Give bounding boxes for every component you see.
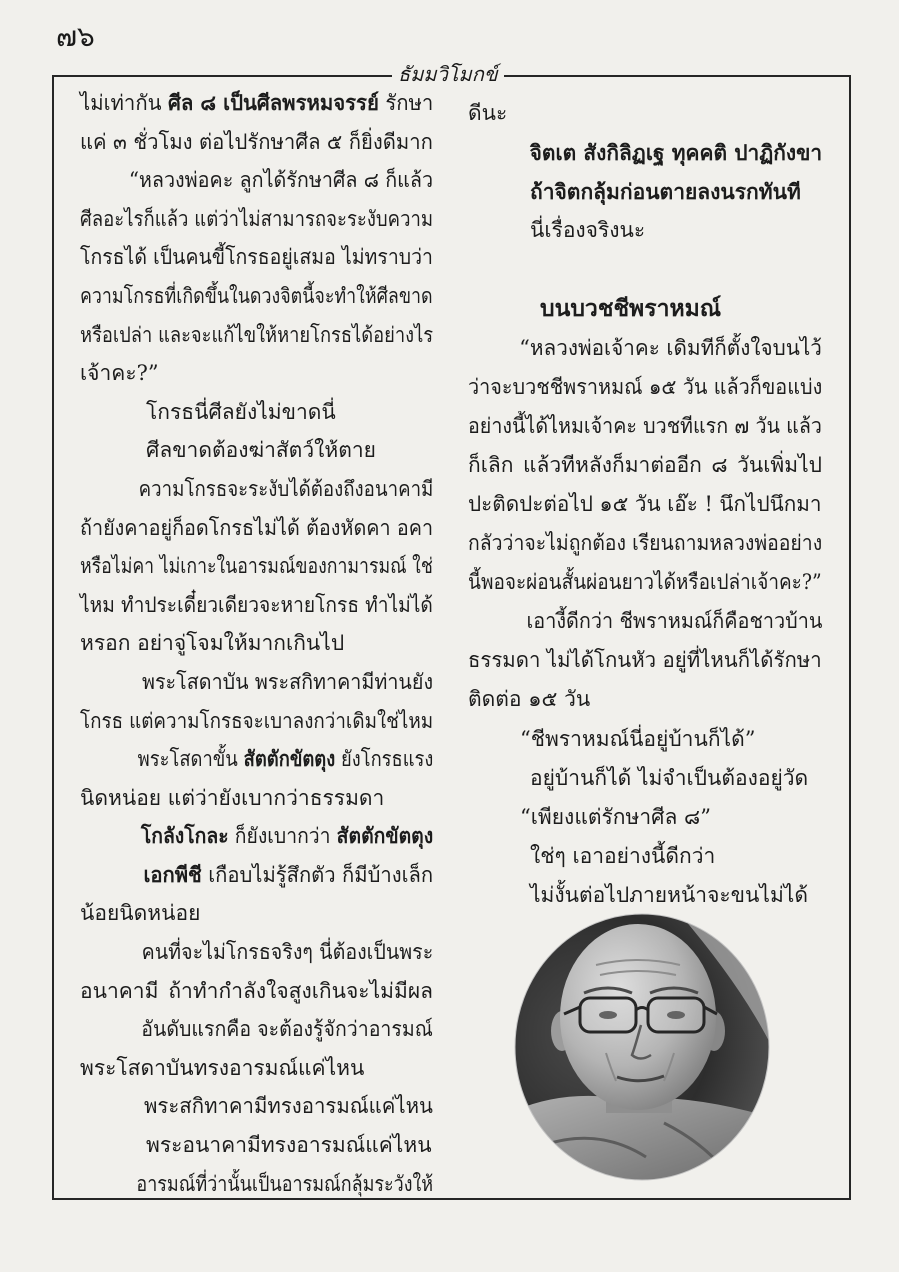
pali-verse-line: จิตเต สังกิลิฏเฐ ทุคคติ ปาฏิกังขา <box>529 140 823 166</box>
text-line: นี้พอจะผ่อนสั้นผ่อนยาวได้หรือเปล่าเจ้าคะ?” <box>468 570 822 595</box>
text-line: “หลวงพ่อเจ้าคะ เดิมทีก็ตั้งใจบนไว้ <box>519 335 822 360</box>
text-line: กลัวว่าจะไม่ถูกต้อง เรียนถามหลวงพ่ออย่าง <box>468 531 823 556</box>
text-line: อนาคามี ถ้าทำกำลังใจสูงเกินจะไม่มีผล <box>80 978 433 1003</box>
text-line: โกรธได้ เป็นคนขี้โกรธอยู่เสมอ ไม่ทราบว่า <box>80 245 433 270</box>
emphasis-run: สัตตักขัตตุง <box>243 746 336 772</box>
text-line: หรือไม่คา ไม่เกาะในอารมณ์ของกามารมณ์ ใช่ <box>80 554 433 579</box>
text-run: ยังโกรธแรง <box>335 747 434 772</box>
text-line: ความโกรธที่เกิดขึ้นในดวงจิตนี้จะทำให้ศีลขาด <box>80 283 433 308</box>
text-line: หรือเปล่า และจะแก้ไขให้หายโกรธได้อย่างไร <box>80 322 434 347</box>
text-line <box>80 817 434 856</box>
text-line: พระสกิทาคามีทรงอารมณ์แค่ไหน <box>144 1094 433 1119</box>
text-line: ก็เลิก แล้วทีหลังก็มาต่ออีก ๘ วันเพิ่มไป <box>468 452 822 477</box>
text-line <box>80 856 434 895</box>
text-line: ดีนะ <box>468 101 508 125</box>
text-line: ไม่งั้นต่อไปภายหน้าจะขนไม่ได้ <box>530 882 808 907</box>
monk-portrait <box>514 913 770 1181</box>
emphasis-run: สัตตักขัตตุง <box>336 823 434 849</box>
text-line: คนที่จะไม่โกรธจริงๆ นี่ต้องเป็นพระ <box>141 940 434 965</box>
text-line: พระโสดาบัน พระสกิทาคามีท่านยัง <box>141 669 434 694</box>
text-line: แค่ ๓ ชั่วโมง ต่อไปรักษาศีล ๕ ก็ยิ่งดีมาก <box>80 129 433 154</box>
section-heading: บนบวชชีพราหมณ์ <box>540 295 722 323</box>
text-line <box>80 740 434 779</box>
text-run: รักษา <box>378 91 434 115</box>
emphasis-run: โกลังโกละ <box>140 823 229 849</box>
text-line: ศีลอะไรก็แล้ว แต่ว่าไม่สามารถจะระงับความ <box>80 206 434 231</box>
text-line: “ชีพราหมณ์นี่อยู่บ้านก็ได้” <box>520 726 756 751</box>
text-line: ศีลขาดต้องฆ่าสัตว์ให้ตาย <box>146 438 376 463</box>
text-line: นี่เรื่องจริงนะ <box>530 218 646 243</box>
text-line: หรอก อย่าจู่โจมให้มากเกินไป <box>80 631 345 656</box>
monk-portrait-image <box>514 913 770 1181</box>
text-line: นิดหน่อย แต่ว่ายังเบากว่าธรรมดา <box>80 785 385 810</box>
text-line: ความโกรธจะระงับได้ต้องถึงอนาคามี <box>138 476 434 501</box>
text-line: ถ้ายังคาอยู่ก็อดโกรธไม่ได้ ต้องหัดคา อคา <box>80 515 434 540</box>
text-line: อยู่บ้านก็ได้ ไม่จำเป็นต้องอยู่วัด <box>530 765 809 790</box>
text-line <box>80 84 434 123</box>
text-line: โกรธนี่ศีลยังไม่ขาดนี่ <box>146 399 336 424</box>
text-run: ก็ยังเบากว่า <box>228 824 337 849</box>
emphasis-run: เอกพีชี <box>143 861 202 887</box>
text-line: อารมณ์ที่ว่านั้นเป็นอารมณ์กลุ้มระวังให้ <box>136 1171 434 1196</box>
spacer <box>468 250 822 289</box>
text-line: โกรธ แต่ความโกรธจะเบาลงกว่าเดิมใช่ไหม <box>80 708 434 733</box>
text-run: เกือบไม่รู้สึกตัว ก็มีบ้างเล็ก <box>201 862 434 887</box>
right-column <box>468 94 822 915</box>
text-line: ปะติดปะต่อไป ๑๕ วัน เอ๊ะ ! นึกไปนึกมา <box>468 491 822 516</box>
text-line: พระโสดาบันทรงอารมณ์แค่ไหน <box>80 1055 365 1080</box>
text-run: ไม่เท่ากัน <box>80 91 168 115</box>
page-number: ๗๖ <box>56 20 95 53</box>
text-line: ไหม ทำประเดี๋ยวเดียวจะหายโกรธ ทำไม่ได้ <box>80 592 433 617</box>
text-line: อย่างนี้ได้ไหมเจ้าคะ บวชทีแรก ๗ วัน แล้ว <box>468 413 822 438</box>
text-line: “เพียงแต่รักษาศีล ๘” <box>520 804 711 829</box>
text-line: ติดต่อ ๑๕ วัน <box>468 687 591 712</box>
running-header: ธัมมวิโมกข์ <box>392 60 504 88</box>
text-line: เจ้าคะ?” <box>80 361 159 386</box>
text-line: “หลวงพ่อคะ ลูกได้รักษาศีล ๘ ก็แล้ว <box>128 168 434 193</box>
text-line: ธรรมดา ไม่ได้โกนหัว อยู่ที่ไหนก็ได้รักษา <box>468 648 822 673</box>
text-line: เอางี้ดีกว่า ชีพราหมณ์ก็คือชาวบ้าน <box>526 609 823 634</box>
pali-translation-line: ถ้าจิตกลุ้มก่อนตายลงนรกทันที <box>530 179 801 205</box>
text-line: อันดับแรกคือ จะต้องรู้จักว่าอารมณ์ <box>141 1017 433 1042</box>
emphasis-run: ศีล ๘ เป็นศีลพรหมจรรย์ <box>167 90 379 115</box>
left-column <box>80 84 433 1203</box>
text-run: พระโสดาขั้น <box>137 747 244 772</box>
text-line: ใช่ๆ เอาอย่างนี้ดีกว่า <box>530 843 716 868</box>
text-line: พระอนาคามีทรงอารมณ์แค่ไหน <box>146 1133 432 1158</box>
text-line: น้อยนิดหน่อย <box>80 901 201 926</box>
text-line: ว่าจะบวชชีพราหมณ์ ๑๕ วัน แล้วก็ขอแบ่ง <box>468 374 823 399</box>
